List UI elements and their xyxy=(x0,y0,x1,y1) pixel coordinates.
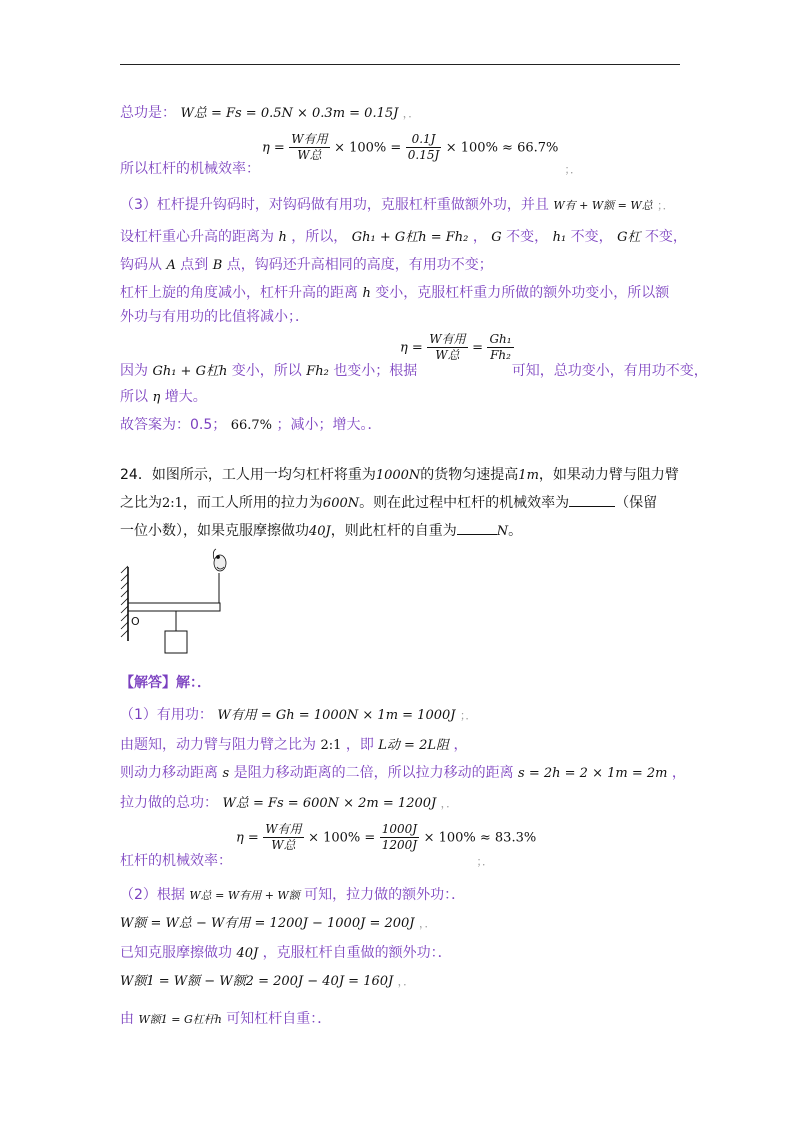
line-part2: （2）根据 W总 = W有用 + W额 可知，拉力做的额外功：． xyxy=(120,887,466,903)
line-total-work: 总功是： W总 = Fs = 0.5N × 0.3m = 0.15J ，． xyxy=(120,105,420,121)
line-total-work-2: 拉力做的总功： W总 = Fs = 600N × 2m = 1200J ，． xyxy=(120,795,458,811)
line-part3: （3）杠杆提升钩码时，对钩码做有用功，克服杠杆重做额外功，并且 W有 + W额 = W总 ；． xyxy=(120,197,674,213)
solution-title: 【解答】解：． xyxy=(120,675,211,691)
formula-efficiency-1: η = $\frac{\text{W有用}}{\text{W总}}$ × 100% = $\frac{0.1J}{0.15J}$ × 100% ≈ 66.7% xyxy=(262,132,559,162)
q24-line1: 24．如图所示，工人用一均匀杠杆将重为1000N的货物匀速提高1m，如果动力臂与阻力臂 xyxy=(120,467,679,483)
formula-total-work: W总 = Fs = 0.5N × 0.3m = 0.15J xyxy=(180,106,399,121)
fraction-wuseful-wtotal: $\frac{\text{W有用}}{\text{W总}}$ xyxy=(291,132,328,162)
fraction-values: $\frac{0.1J}{0.15J}$ xyxy=(407,132,440,162)
line-self-weight: 由 W额1 = G杠杆h 可知杠杆自重：． xyxy=(120,1011,332,1027)
line-ratio-decrease: 外功与有用功的比值将减小；． xyxy=(120,309,309,325)
load-box xyxy=(165,631,187,653)
formula-efficiency-3: η = $\frac{\text{W有用}}{\text{W总}}$ × 100% = $\frac{1000J}{1200J}$ × 100% ≈ 83.3% xyxy=(236,822,537,852)
lever-figure xyxy=(118,545,238,665)
line-center-height: 设杠杆重心升高的距离为 h ，所以， Gh₁ + G杠h = Fh₂ ， G 不变， h₁ 不变， G杠 不变， xyxy=(120,229,687,245)
line-efficiency-label: 所以杠杆的机械效率： ；． xyxy=(120,161,581,177)
line-hook-move: 钩码从 A 点到 B 点，钩码还升高相同的高度，有用功不变； xyxy=(120,257,493,273)
line-self-weight-work: W额1 = W额 − W额2 = 200J − 40J = 160J ，． xyxy=(120,974,415,989)
line-lever-efficiency: 杠杆的机械效率： ；． xyxy=(120,853,493,869)
line-friction-work: 已知克服摩擦做功 40J ，克服杠杆自重做的额外功：． xyxy=(120,945,452,961)
line-answer-summary: 故答案为：0.5； 66.7% ；减小；增大。． xyxy=(120,417,382,433)
header-rule xyxy=(120,64,680,65)
hand-icon xyxy=(213,549,226,571)
line-extra-work: W额 = W总 − W有用 = 1200J − 1000J = 200J ，． xyxy=(120,916,436,931)
answer-blank-weight[interactable] xyxy=(457,534,497,535)
line-useful-work: （1）有用功： W有用 = Gh = 1000N × 1m = 1000J ；． xyxy=(120,707,477,723)
line-rotation-angle: 杠杆上旋的角度减小，杠杆升高的距离 h 变小，克服杠杆重力所做的额外功变小，所以额 xyxy=(120,285,670,301)
line-because: 因为 Gh₁ + G杠h 变小，所以 Fh₂ 也变小；根据 可知，总功变小，有用功不变， xyxy=(120,363,708,379)
line-distance: 则动力移动距离 s 是阻力移动距离的二倍，所以拉力移动的距离 s = 2h = 2 × 1m = 2m ， xyxy=(120,765,686,781)
lever-bar xyxy=(128,603,220,611)
q24-line3: 一位小数），如果克服摩擦做功40J，则此杠杆的自重为 N。 xyxy=(120,523,523,539)
q24-line2: 之比为2:1，而工人所用的拉力为600N。则在此过程中杠杆的机械效率为 （保留 xyxy=(120,495,658,511)
answer-blank-efficiency[interactable] xyxy=(569,506,615,507)
formula-efficiency-2: η = $\frac{\text{W有用}}{\text{W总}}$ = $\frac{\text{Gh₁}}{\text{Fh₂}}$ xyxy=(400,332,512,362)
line-so-eta: 所以 η 增大。 xyxy=(120,389,207,405)
wall-hatching xyxy=(121,566,128,637)
line-arm-ratio: 由题知，动力臂与阻力臂之比为 2:1 ，即 L动 = 2L阻 ， xyxy=(120,737,468,753)
pivot-label-o: O xyxy=(131,615,140,628)
label-total-work: 总功是： xyxy=(120,105,176,121)
